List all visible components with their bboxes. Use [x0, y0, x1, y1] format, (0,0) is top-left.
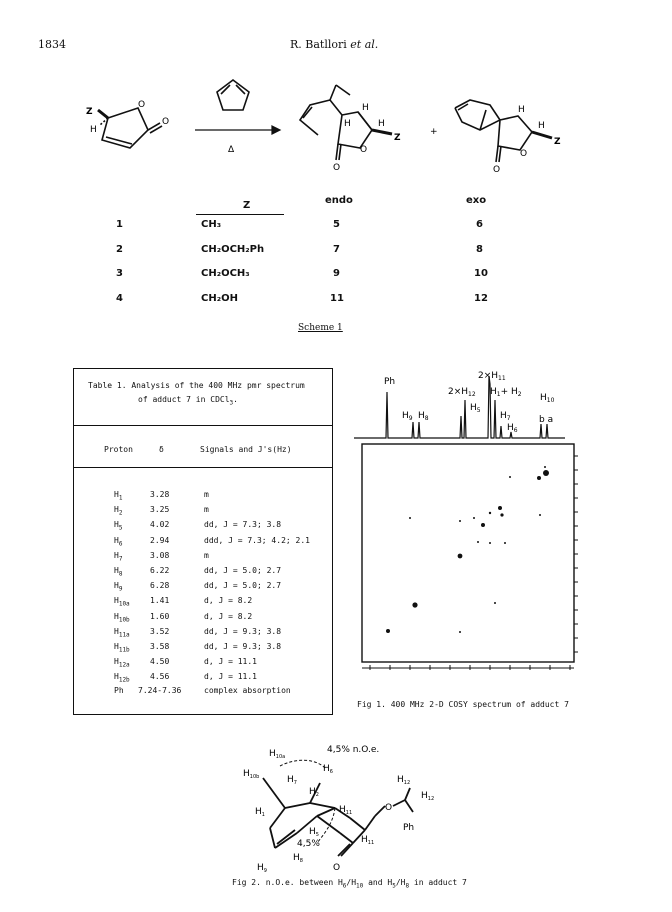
noe-arrow-1 [280, 760, 325, 768]
table-row-proton: $H_2$ [114, 505, 123, 517]
header-signals: Signals and J's(Hz) [200, 445, 292, 454]
butenolide-structure [98, 108, 162, 148]
header-delta: δ [159, 445, 164, 454]
compound-number: 4 [116, 293, 123, 304]
table-row-delta: 4.02 [150, 520, 170, 530]
fig1-caption: Fig 1. 400 MHz 2-D COSY spectrum of adduct 7 [357, 700, 569, 709]
table-row-proton: $H_6$ [114, 535, 123, 548]
reaction-arrow [195, 126, 280, 134]
z-substituent: CH₃ [201, 219, 222, 230]
running-head-authors: R. Batllori [290, 38, 347, 51]
z-heading-rule [196, 214, 284, 215]
endo-h-label-3: H [378, 119, 385, 129]
h12-label: $2\times H_{12}$ [448, 387, 476, 398]
endo-heading: endo [325, 195, 353, 206]
table-row-proton: $H_{11b}$ [114, 642, 130, 654]
noe-arrow-2 [317, 808, 335, 843]
ab-label: b a [539, 415, 554, 425]
header-proton: Proton [104, 445, 133, 454]
fig1-cosy-spectrum [350, 360, 600, 690]
table-row-signals: m [204, 505, 209, 515]
z-substituent: CH₂OCH₂Ph [201, 244, 265, 255]
table-rule-top [74, 425, 332, 426]
endo-ring-o-label: O [360, 145, 368, 155]
exo-number: 10 [474, 268, 488, 279]
table-row-delta: 3.25 [150, 505, 170, 515]
heat-symbol: Δ [228, 145, 235, 155]
table-row-delta: 3.08 [150, 550, 170, 560]
butenolide-h-label: H [90, 125, 97, 135]
table-row-delta: 1.60 [150, 611, 170, 621]
table-row-proton: $H_{10b}$ [114, 611, 130, 624]
compound-number: 2 [116, 244, 123, 255]
table-row-proton: $H_{12b}$ [114, 672, 130, 684]
h8-label: $H_8$ [293, 853, 303, 864]
table-title-line-1: Table 1. Analysis of the 400 MHz pmr spectrum [88, 381, 305, 390]
exo-adduct-structure [455, 100, 552, 162]
z-substituent: CH₂OH [201, 293, 238, 304]
last-row-proton: Ph [114, 686, 124, 695]
compound-number: 1 [116, 219, 123, 230]
ph-label: Ph [384, 377, 396, 387]
h12a-label: $H_{12}$ [397, 775, 411, 786]
table-row-signals: ddd, J = 7.3; 4.2; 2.1 [204, 535, 310, 545]
h10b-label: $H_{10b}$ [243, 769, 260, 780]
butenolide-carbonyl-o-label: O [162, 117, 170, 127]
carbonyl-o-label: O [333, 863, 341, 873]
plus-sign: + [430, 127, 438, 137]
exo-number: 6 [476, 219, 483, 230]
table-row-delta: 3.52 [150, 626, 170, 636]
h9-label: $H_9$ [257, 863, 267, 874]
exo-h-label-2: H [538, 121, 545, 131]
cosy-bottom-axis [362, 665, 574, 670]
table-row-proton: $H_{10a}$ [114, 596, 130, 608]
exo-number: 12 [474, 293, 488, 304]
table-row-proton: $H_8$ [114, 566, 123, 578]
table-row-proton: $H_5$ [114, 520, 123, 532]
h7-label: $H_7$ [287, 775, 297, 786]
h11-label: $2\times H_{11}$ [478, 371, 506, 382]
table-row-proton: $H_{12a}$ [114, 657, 130, 669]
h2-label: $H_2$ [309, 787, 319, 798]
butenolide-o-label: O [138, 100, 146, 110]
h10a-label: $H_{10a}$ [269, 749, 286, 760]
table-row-signals: d, J = 11.1 [204, 672, 257, 682]
scheme-1-reaction [0, 60, 672, 190]
table-row-delta: 1.41 [150, 596, 170, 606]
table-1 [73, 368, 333, 715]
endo-carbonyl-o-label: O [333, 163, 341, 173]
endo-number: 5 [333, 219, 340, 230]
fig2-caption: Fig 2. n.O.e. between $H_6/H_{10}$ and $H_5/H_8$ in adduct 7 [232, 878, 467, 890]
h7-label: $H_7$ [500, 411, 511, 422]
h6-label: $H_6$ [323, 764, 333, 775]
table-row-proton: $H_7$ [114, 550, 123, 563]
cosy-2d-frame [362, 444, 574, 662]
table-row-signals: dd, J = 5.0; 2.7 [204, 581, 282, 591]
exo-number: 8 [476, 244, 483, 255]
h5-label: $H_5$ [470, 403, 481, 414]
exo-ring-o-label: O [520, 149, 528, 159]
fig2-skeleton [263, 778, 413, 856]
endo-number: 11 [330, 293, 344, 304]
table-row-delta: 3.58 [150, 642, 170, 651]
endo-number: 9 [333, 268, 340, 279]
ph-label: Ph [403, 823, 415, 833]
scheme-caption: Scheme 1 [298, 323, 343, 333]
h11-label: $H_{11}$ [339, 805, 353, 816]
endo-h-label-1: H [362, 103, 369, 113]
cyclopentadiene-structure [217, 80, 249, 110]
table-row-delta: 4.56 [150, 672, 170, 682]
table-row-delta: 3.28 [150, 490, 170, 499]
endo-h-label-2: H [344, 119, 351, 129]
z-column-heading: Z [243, 200, 251, 211]
h5-label: $H_5$ [309, 827, 319, 838]
h1-label: $H_1$ [255, 807, 265, 818]
table-row-signals: d, J = 11.1 [204, 657, 257, 667]
fig2-noe-structure [225, 738, 465, 876]
h9-label: $H_9$ [402, 411, 413, 422]
table-row-signals: dd, J = 7.3; 3.8 [204, 520, 282, 530]
z-substituent: CH₂OCH₃ [201, 268, 250, 279]
h12b-label: $H_{12}$ [421, 791, 435, 802]
cosy-cross-peaks [386, 466, 549, 633]
h8-label: $H_8$ [418, 411, 429, 422]
table-row-proton: $H_9$ [114, 581, 123, 593]
table-title-line-2: of adduct 7 in CDCl$_3$. [138, 395, 238, 407]
h1-h2-label: $H_1+ H_2$ [490, 387, 522, 398]
table-row-signals: m [204, 490, 209, 499]
last-row-delta: 7.24-7.36 [138, 686, 182, 695]
exo-z-label: Z [554, 137, 561, 147]
table-row-delta: 6.22 [150, 566, 170, 575]
exo-h-label-1: H [518, 105, 525, 115]
noe-label-2: 4,5% [297, 839, 320, 849]
table-row-delta: 4.50 [150, 657, 170, 667]
butenolide-z-label: Z [86, 107, 93, 117]
running-head [290, 38, 378, 51]
h11-lower-label: $H_{11}$ [361, 835, 375, 846]
last-row-signals: complex absorption [204, 686, 291, 695]
table-row-signals: dd, J = 5.0; 2.7 [204, 566, 282, 575]
table-rule-header [74, 467, 332, 468]
table-row-signals: d, J = 8.2 [204, 611, 253, 621]
table-row-delta: 6.28 [150, 581, 170, 591]
endo-number: 7 [333, 244, 340, 255]
endo-z-label: Z [394, 133, 401, 143]
h10-label: $H_{10}$ [540, 393, 555, 404]
table-row-signals: m [204, 550, 209, 560]
h6-label: $H_6$ [507, 423, 518, 434]
table-row-proton: $H_{11a}$ [114, 626, 130, 639]
compound-number: 3 [116, 268, 123, 279]
table-row-proton: $H_1$ [114, 490, 123, 502]
exo-carbonyl-o-label: O [493, 165, 501, 175]
o-label: O [385, 803, 393, 813]
running-head-etal: et al. [350, 38, 379, 51]
table-row-signals: d, J = 8.2 [204, 596, 253, 606]
noe-label-1: 4,5% n.O.e. [327, 745, 380, 755]
table-row-delta: 2.94 [150, 535, 170, 545]
table-row-signals: dd, J = 9.3; 3.8 [204, 642, 282, 651]
table-row-signals: dd, J = 9.3; 3.8 [204, 626, 282, 636]
page-number: 1834 [38, 38, 66, 51]
exo-heading: exo [466, 195, 487, 206]
